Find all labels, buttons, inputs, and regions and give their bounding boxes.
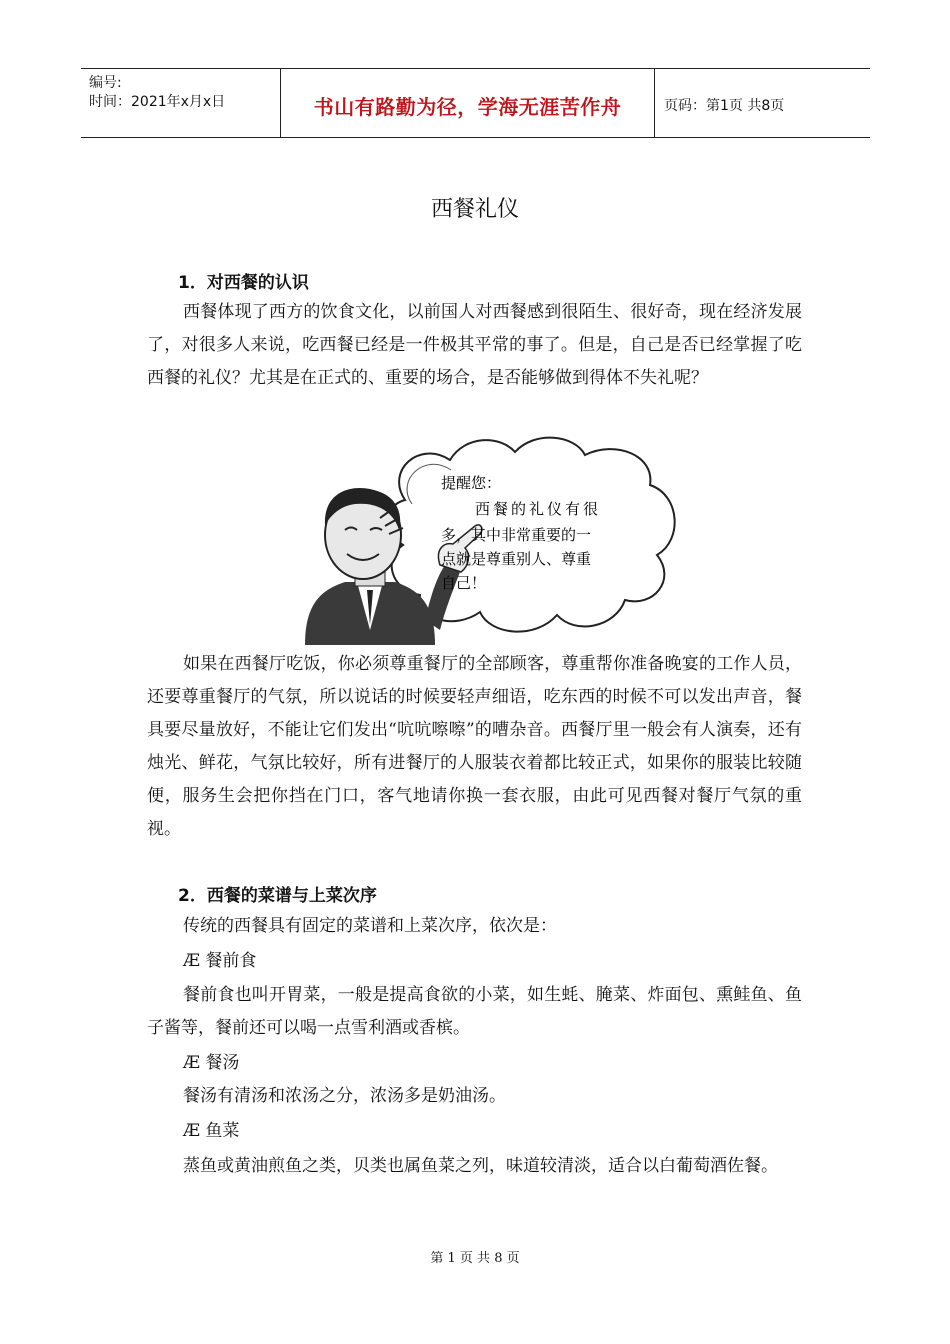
list-item-label: Æ 餐前食 xyxy=(183,951,257,971)
illustration xyxy=(285,430,695,645)
list-item-desc: 餐前食也叫开胃菜，一般是提高食欲的小菜，如生蚝、腌菜、炸面包、熏鲑鱼、鱼子酱等，餐前还可以喝一点雪利酒或香槟。 xyxy=(147,985,802,1038)
section1-para2: 如果在西餐厅吃饭，你必须尊重餐厅的全部顾客，尊重帮你准备晚宴的工作人员，还要尊重餐厅的气氛，所以说话的时候要轻声细语，吃东西的时候不可以发出声音，餐具要尽量放好，不能让它们发出“吭吭嚓嚓”的嘈杂音。西餐厅里一般会有人演奏，还有烛光、鲜花，气氛比较好，所有进餐厅的人服装衣着都比较正式，如果你的服装比较随便，服务生会把你挡在门口，客气地请你换一套衣服，由此可见西餐对餐厅气氛的重视。 xyxy=(147,654,802,839)
section2-intro: 传统的西餐具有固定的菜谱和上菜次序，依次是： xyxy=(183,916,557,936)
header-right-cell xyxy=(654,69,870,137)
page-footer: 第 1 页 共 8 页 xyxy=(430,1251,520,1266)
header-left-cell xyxy=(81,69,280,137)
section1-para1: 西餐体现了西方的饮食文化，以前国人对西餐感到很陌生、很好奇，现在经济发展了，对很多人来说，吃西餐已经是一件极其平常的事了。但是，自己是否已经掌握了吃西餐的礼仪？尤其是在正式的、重要的场合，是否能够做到得体不失礼呢？ xyxy=(147,302,802,388)
motto: 书山有路勤为径，学海无涯苦作舟 xyxy=(313,95,622,119)
page-title: 西餐礼仪 xyxy=(430,197,519,222)
header-motto-cell xyxy=(280,69,655,137)
section2-heading: 2．西餐的菜谱与上菜次序 xyxy=(178,886,377,906)
list-item-desc: 餐汤有清汤和浓汤之分，浓汤多是奶油汤。 xyxy=(183,1086,506,1106)
list-item-label: Æ 鱼菜 xyxy=(183,1121,240,1141)
page-label: 页码：第1页 共8页 xyxy=(664,98,785,114)
section1-heading: 1．对西餐的认识 xyxy=(178,273,309,293)
bubble-line-4: 自己！ xyxy=(441,574,487,592)
bubble-line-1: 西餐的礼仪有很 xyxy=(475,500,602,518)
list-item-label: Æ 餐汤 xyxy=(183,1053,240,1073)
number-label: 编号: xyxy=(89,75,122,91)
time-label: 时间：2021年x月x日 xyxy=(89,94,226,110)
header-table xyxy=(81,68,870,138)
bubble-line-3: 点就是尊重别人、尊重 xyxy=(441,550,592,568)
bubble-line-2: 多，其中非常重要的一 xyxy=(441,526,592,544)
list-item-desc: 蒸鱼或黄油煎鱼之类，贝类也属鱼菜之列，味道较清淡，适合以白葡萄酒佐餐。 xyxy=(183,1156,778,1176)
bubble-title: 提醒您： xyxy=(441,474,502,492)
